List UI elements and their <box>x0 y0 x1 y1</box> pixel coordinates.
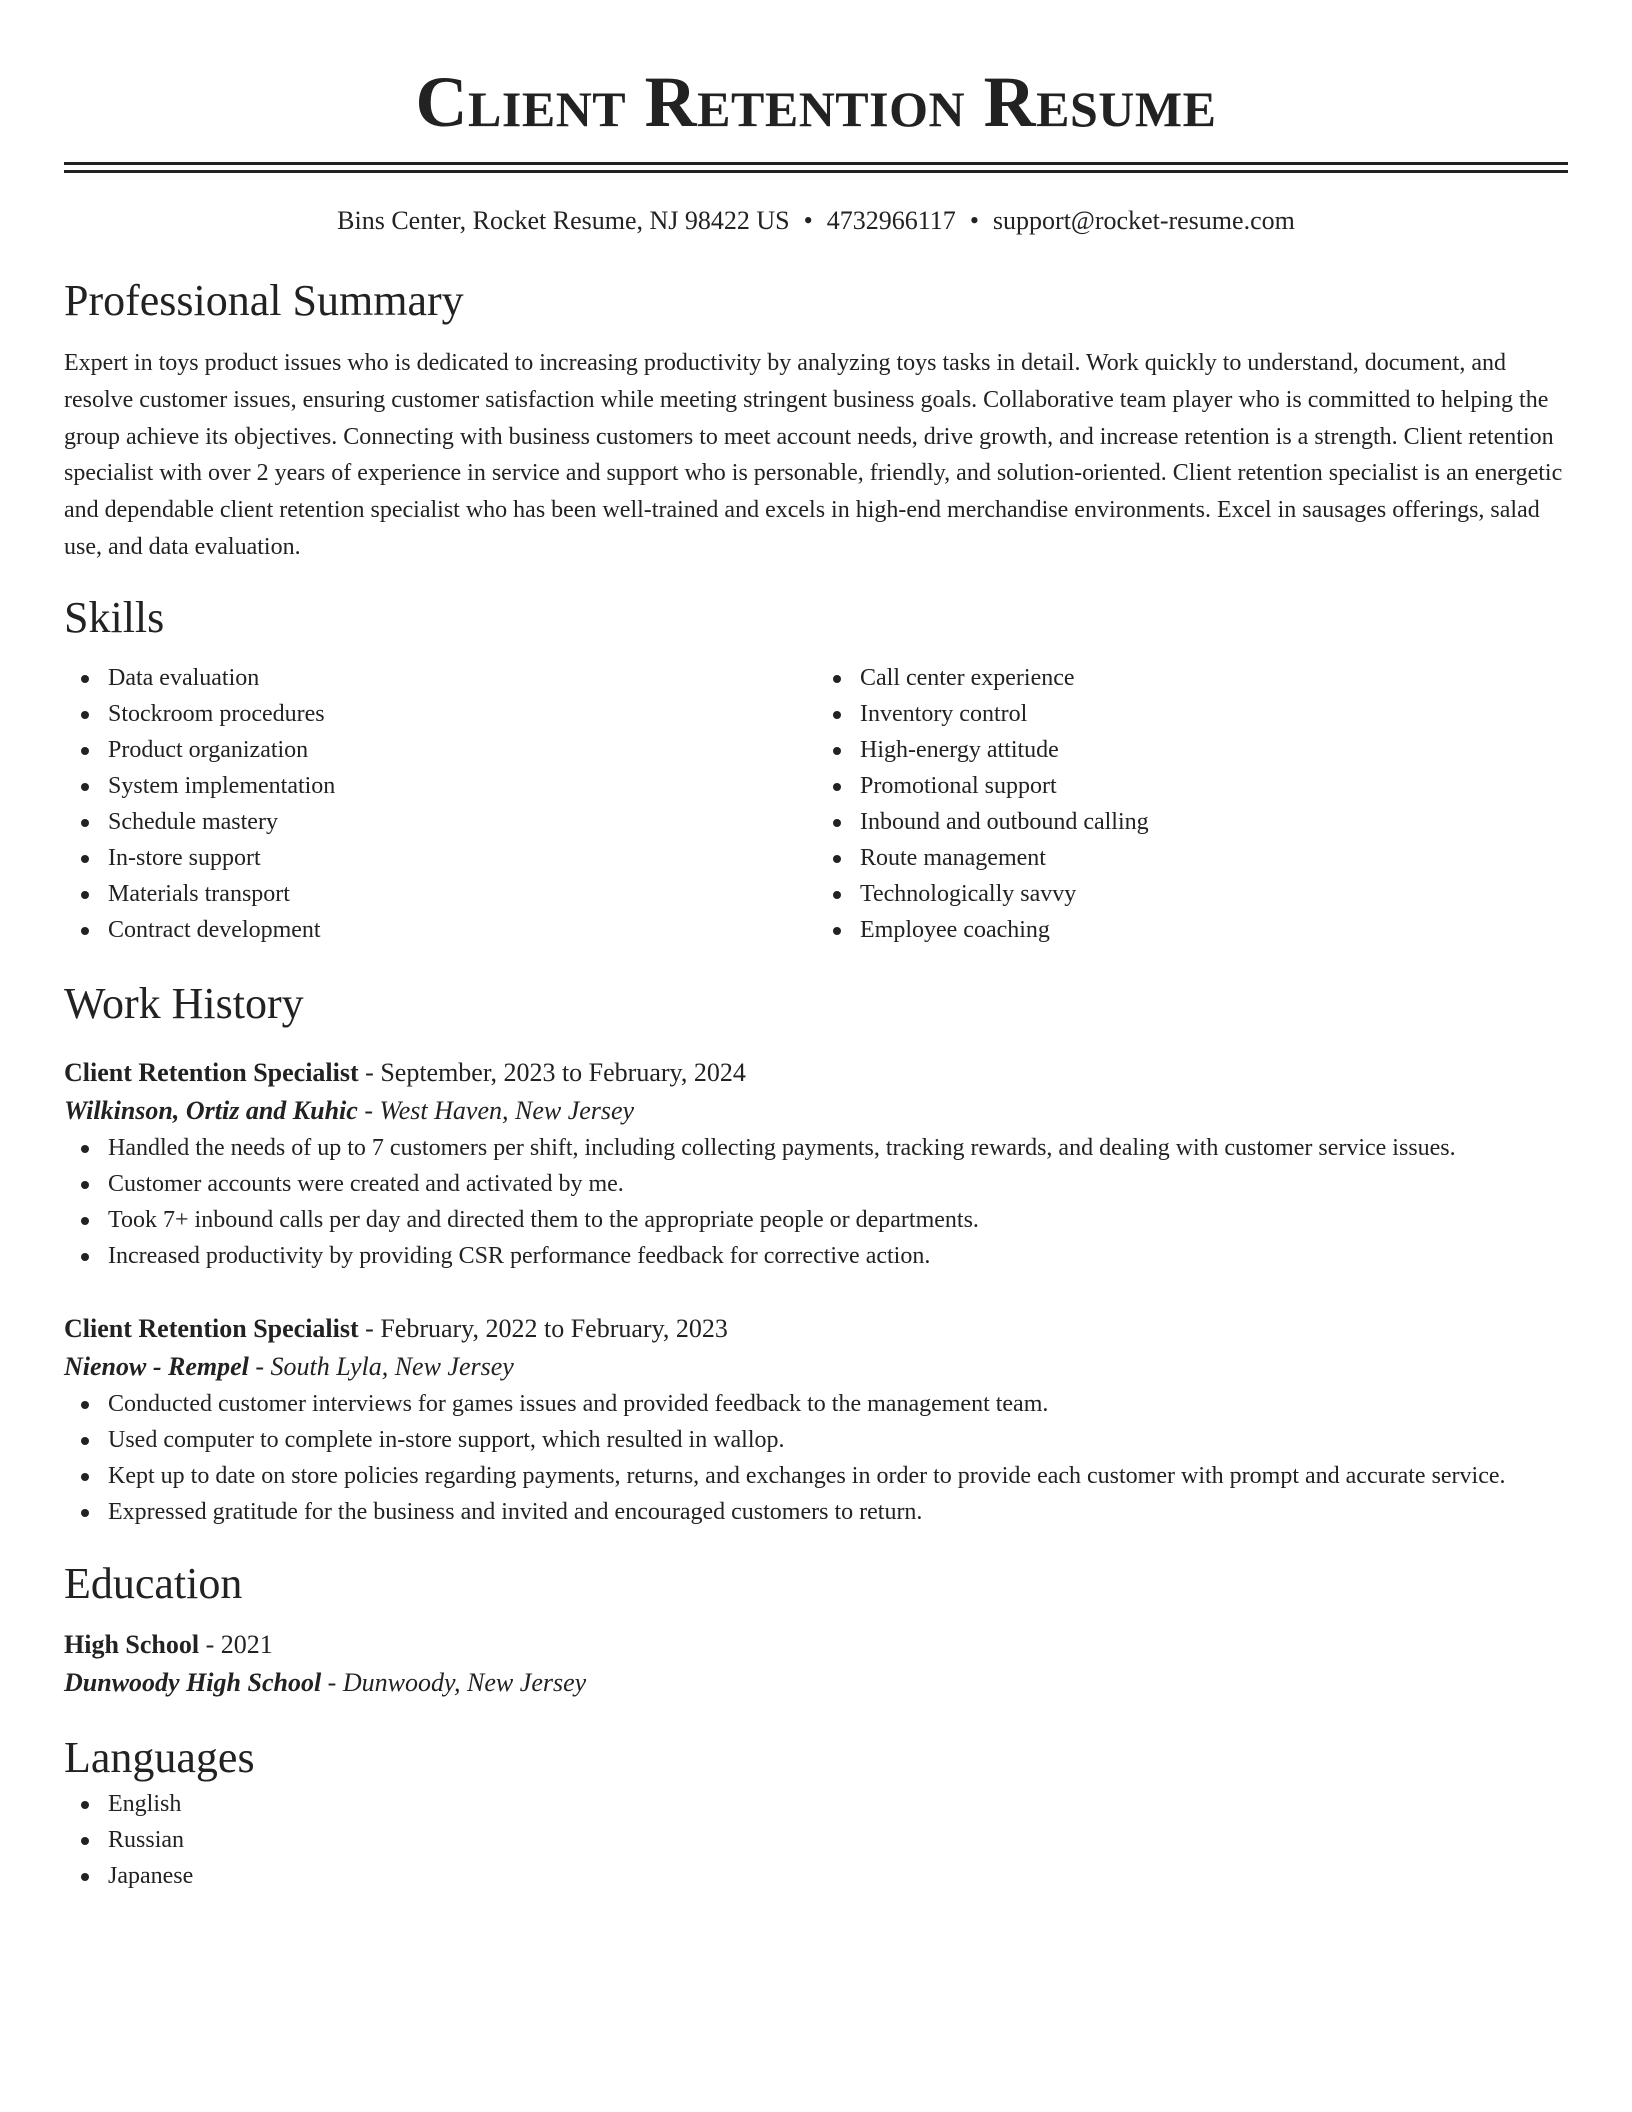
company-location: - South Lyla, New Jersey <box>248 1351 514 1381</box>
summary-text: Expert in toys product issues who is dedicated to increasing productivity by analyzing toys tasks in detail. Work quickly to understand, document, and resolve customer issues, ensuring customer satisfaction while meeting stringent business goals. Collaborative team player who is committed to helping the group achieve its objectives. Connecting with business customers to meet account needs, drive growth, and increase retention is a strength. Client retention specialist with over 2 years of experience in service and support who is personable, friendly, and solution-oriented. Client retention specialist is an energetic and dependable client retention specialist who has been well-trained and excels in high-end merchandise environments. Excel in sausages offerings, salad use, and data evaluation. <box>64 350 1563 560</box>
degree-name: High School <box>64 1629 200 1659</box>
contact-email: support@rocket-resume.com <box>992 206 1295 235</box>
skill-item: Product organization <box>64 732 816 768</box>
language-item: Japanese <box>64 1858 1568 1894</box>
title-double-rule <box>64 162 1568 173</box>
skill-item: Stockroom procedures <box>64 696 816 732</box>
job-title-line <box>64 1054 1568 1092</box>
job-title: Client Retention Specialist <box>64 1057 359 1087</box>
job-bullet: Used computer to complete in-store support, which resulted in wallop. <box>64 1422 1568 1458</box>
skill-item: Technologically savvy <box>816 876 1568 912</box>
job-dates: - September, 2023 to February, 2024 <box>358 1057 746 1087</box>
languages-list <box>64 1786 1568 1894</box>
job-title-line <box>64 1310 1568 1348</box>
school-line <box>64 1664 1568 1702</box>
job-bullet: Conducted customer interviews for games issues and provided feedback to the management team. <box>64 1386 1568 1422</box>
education-entry <box>64 1626 1568 1702</box>
contact-line <box>64 203 1568 239</box>
school-location: - Dunwoody, New Jersey <box>321 1667 587 1697</box>
company-line <box>64 1348 1568 1386</box>
skill-item: Inbound and outbound calling <box>816 804 1568 840</box>
job-bullet: Took 7+ inbound calls per day and directed them to the appropriate people or departments. <box>64 1202 1568 1238</box>
job-bullet: Increased productivity by providing CSR performance feedback for corrective action. <box>64 1238 1568 1274</box>
contact-phone: 4732966117 <box>826 206 956 235</box>
education-heading: Education <box>64 1558 243 1608</box>
skills-column-left <box>64 660 816 948</box>
skill-item: System implementation <box>64 768 816 804</box>
graduation-year: - 2021 <box>199 1629 273 1659</box>
company-line <box>64 1092 1568 1130</box>
company-location: - West Haven, New Jersey <box>357 1095 635 1125</box>
languages-heading: Languages <box>64 1732 255 1782</box>
contact-separator: • <box>969 206 979 235</box>
job-title: Client Retention Specialist <box>64 1313 359 1343</box>
company-name: Wilkinson, Ortiz and Kuhic <box>64 1095 358 1125</box>
skill-item: Schedule mastery <box>64 804 816 840</box>
skills-list-left <box>64 660 816 948</box>
job-bullet: Customer accounts were created and activated by me. <box>64 1166 1568 1202</box>
summary-heading: Professional Summary <box>64 276 464 325</box>
job-entry <box>64 1310 1568 1530</box>
language-item: English <box>64 1786 1568 1822</box>
skill-item: Contract development <box>64 912 816 948</box>
job-bullet: Kept up to date on store policies regarding payments, returns, and exchanges in order to provide each customer with prompt and accurate service. <box>64 1458 1568 1494</box>
skills-column-right <box>816 660 1568 948</box>
degree-line <box>64 1626 1568 1664</box>
skill-item: Call center experience <box>816 660 1568 696</box>
skill-item: Data evaluation <box>64 660 816 696</box>
skills-columns <box>64 660 1568 948</box>
resume-title: Client Retention Resume <box>415 62 1217 142</box>
language-item: Russian <box>64 1822 1568 1858</box>
skill-item: Employee coaching <box>816 912 1568 948</box>
skill-item: Materials transport <box>64 876 816 912</box>
skill-item: Promotional support <box>816 768 1568 804</box>
skills-list-right <box>816 660 1568 948</box>
school-name: Dunwoody High School <box>64 1667 322 1697</box>
skills-heading: Skills <box>64 592 165 642</box>
skill-item: High-energy attitude <box>816 732 1568 768</box>
contact-address: Bins Center, Rocket Resume, NJ 98422 US <box>337 206 790 235</box>
contact-separator: • <box>803 206 813 235</box>
job-entry <box>64 1054 1568 1274</box>
job-bullets <box>64 1130 1568 1274</box>
job-bullet: Handled the needs of up to 7 customers per shift, including collecting payments, tracking rewards, and dealing with customer service issues. <box>64 1130 1568 1166</box>
skill-item: In-store support <box>64 840 816 876</box>
company-name: Nienow - Rempel <box>64 1351 249 1381</box>
job-bullet: Expressed gratitude for the business and invited and encouraged customers to return. <box>64 1494 1568 1530</box>
skill-item: Inventory control <box>816 696 1568 732</box>
work-history-heading: Work History <box>64 978 304 1028</box>
job-bullets <box>64 1386 1568 1530</box>
job-dates: - February, 2022 to February, 2023 <box>358 1313 728 1343</box>
skill-item: Route management <box>816 840 1568 876</box>
